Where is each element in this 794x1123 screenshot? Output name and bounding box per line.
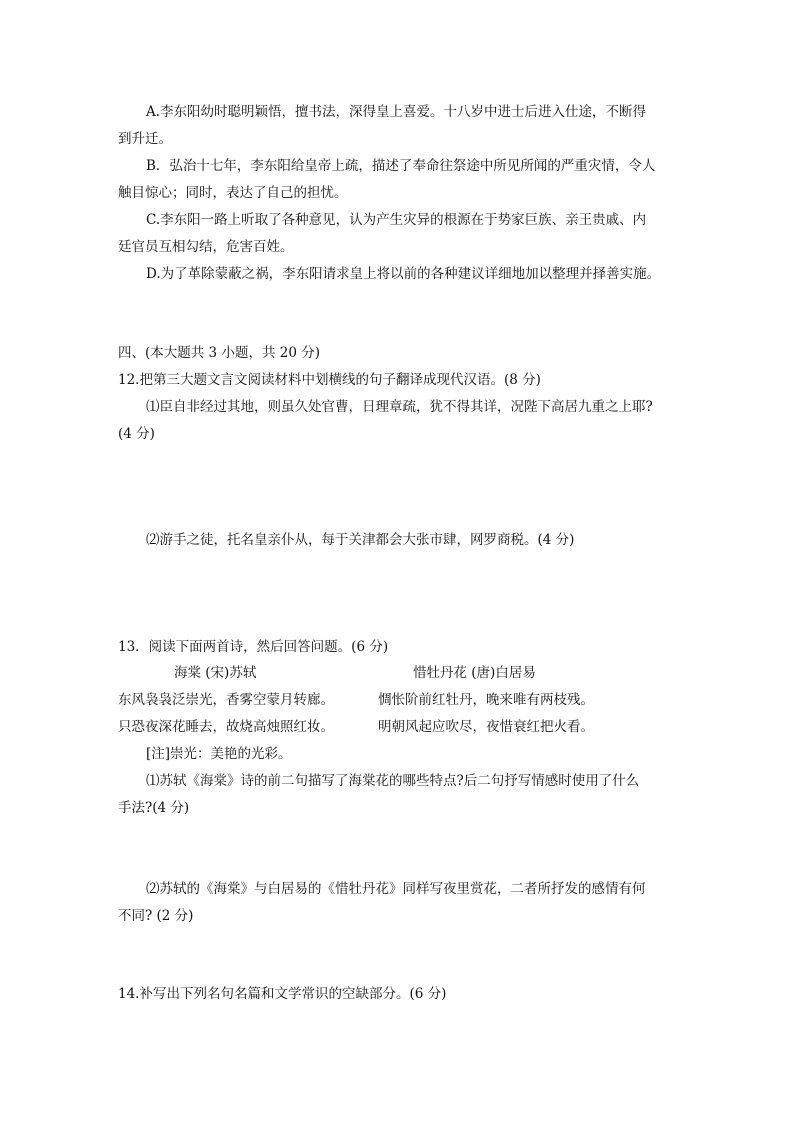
option-a-line-2: 到升迁。 (118, 131, 172, 147)
question-13-sub-2-line-1: ⑵苏轼的《海棠》与白居易的《惜牡丹花》同样写夜里赏花，二者所抒发的感情有何 (146, 881, 646, 897)
section-4-header: 四、(本大题共 3 小题，共 20 分) (118, 345, 320, 361)
poem-2-line-1: 惆怅阶前红牡丹，晚来唯有两枝残。 (378, 692, 594, 708)
option-c-line-1: C.李东阳一路上听取了各种意见，认为产生灾异的根源在于势家巨族、亲王贵戚、内 (146, 212, 647, 228)
question-12-sub-1-line-1: ⑴臣自非经过其地，则虽久处官曹，日理章疏，犹不得其详，况陛下高居九重之上耶? (146, 399, 653, 415)
option-d-line-1: D.为了革除蒙蔽之祸，李东阳请求皇上将以前的各种建议详细地加以整理并择善实施。 (146, 266, 661, 282)
question-13-title: 13．阅读下面两首诗，然后回答问题。(6 分) (118, 639, 389, 655)
poem-1-title: 海棠 (宋)苏轼 (174, 665, 257, 681)
poem-1-line-1: 东风袅袅泛崇光，香雾空蒙月转廊。 (118, 692, 334, 708)
question-14-title: 14.补写出下列名句名篇和文学常识的空缺部分。(6 分) (118, 986, 447, 1002)
poem-note: [注]崇光：美艳的光彩。 (146, 746, 292, 762)
question-12-title: 12.把第三大题文言文阅读材料中划横线的句子翻译成现代汉语。(8 分) (118, 372, 541, 388)
poem-2-title: 惜牡丹花 (唐)白居易 (413, 665, 536, 681)
question-13-sub-1-line-2: 手法?(4 分) (118, 800, 190, 816)
question-12-sub-2: ⑵游手之徒，托名皇亲仆从，每于关津都会大张市肆，网罗商税。(4 分) (146, 532, 575, 548)
option-c-line-2: 廷官员互相勾结，危害百姓。 (118, 239, 294, 255)
option-b-line-2: 触目惊心；同时，表达了自己的担忧。 (118, 185, 348, 201)
question-13-sub-1-line-1: ⑴苏轼《海棠》诗的前二句描写了海棠花的哪些特点?后二句抒写情感时使用了什么 (146, 773, 640, 789)
poem-2-line-2: 明朝风起应吹尽，夜惜衰红把火看。 (378, 719, 594, 735)
option-b-line-1: B．弘治十七年，李东阳给皇帝上疏，描述了奉命往祭途中所见所闻的严重灾情，令人 (146, 158, 656, 174)
question-13-sub-2-line-2: 不同? (2 分) (118, 908, 194, 924)
poem-1-line-2: 只恐夜深花睡去，故烧高烛照红妆。 (118, 719, 334, 735)
option-a-line-1: A.李东阳幼时聪明颖悟，擅书法，深得皇上喜爱。十八岁中进士后进入仕途，不断得 (146, 104, 647, 120)
question-12-sub-1-line-2: (4 分) (118, 426, 155, 442)
